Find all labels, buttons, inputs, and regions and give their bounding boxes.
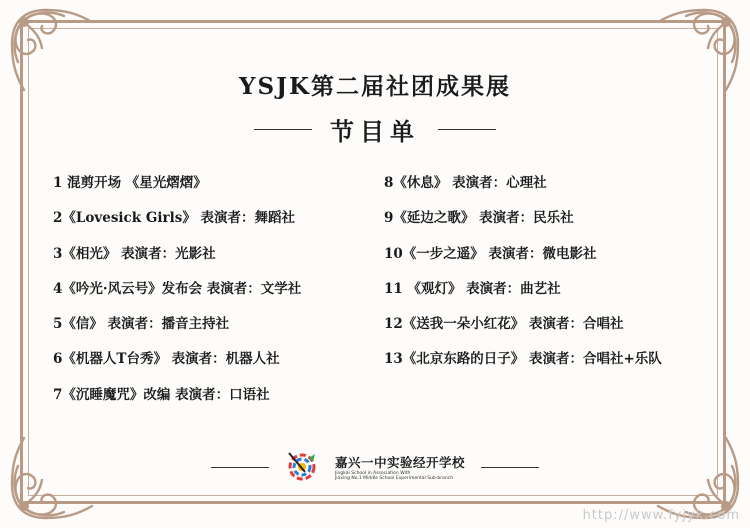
footer (0, 450, 750, 484)
program-item: 11 《观灯》 表演者：曲艺社 (384, 280, 561, 297)
program-item: 3《相光》 表演者：光影社 (53, 245, 216, 262)
subtitle-row (0, 112, 750, 147)
school-name-en: Jiaxing No.1 Middle School Experimental Sub-branch (334, 476, 454, 481)
program-item: 12《送我一朵小红花》 表演者：合唱社 (384, 316, 624, 333)
divider (211, 467, 269, 468)
program-item: 5《信》 表演者：播音主持社 (53, 316, 230, 333)
program-list-left (53, 170, 301, 417)
school-logo-icon (285, 450, 319, 484)
program-list-right (384, 170, 662, 382)
program-item: 4《吟光·风云号》发布会 表演者：文学社 (53, 280, 302, 297)
divider (481, 467, 539, 468)
program-item: 10《一步之遥》 表演者：微电影社 (384, 245, 597, 262)
divider (254, 129, 312, 131)
program-item: 13《北京东路的日子》 表演者：合唱社+乐队 (384, 351, 662, 368)
program-item: 8《休息》 表演者：心理社 (384, 175, 547, 191)
divider (438, 129, 496, 131)
program-item: 1 混剪开场 《星光熠熠》 (53, 175, 207, 191)
school-name-cn: 嘉兴一中实验经开学校 (334, 454, 465, 470)
school-name (335, 453, 465, 482)
program-item: 9《延边之歌》 表演者：民乐社 (384, 210, 574, 227)
page-title: YSJK第二届社团成果展 (239, 73, 511, 100)
program-item: 6《机器人T台秀》 表演者：机器人社 (53, 351, 280, 368)
program-item: 2《Lovesick Girls》 表演者：舞蹈社 (53, 210, 296, 227)
watermark: http://www.fyjyk.com (582, 508, 740, 523)
program-item: 7《沉睡魔咒》改编 表演者：口语社 (53, 386, 270, 403)
page-subtitle: 节目单 (330, 117, 420, 146)
school-name-en: Jingkai School in Association With (334, 470, 411, 476)
